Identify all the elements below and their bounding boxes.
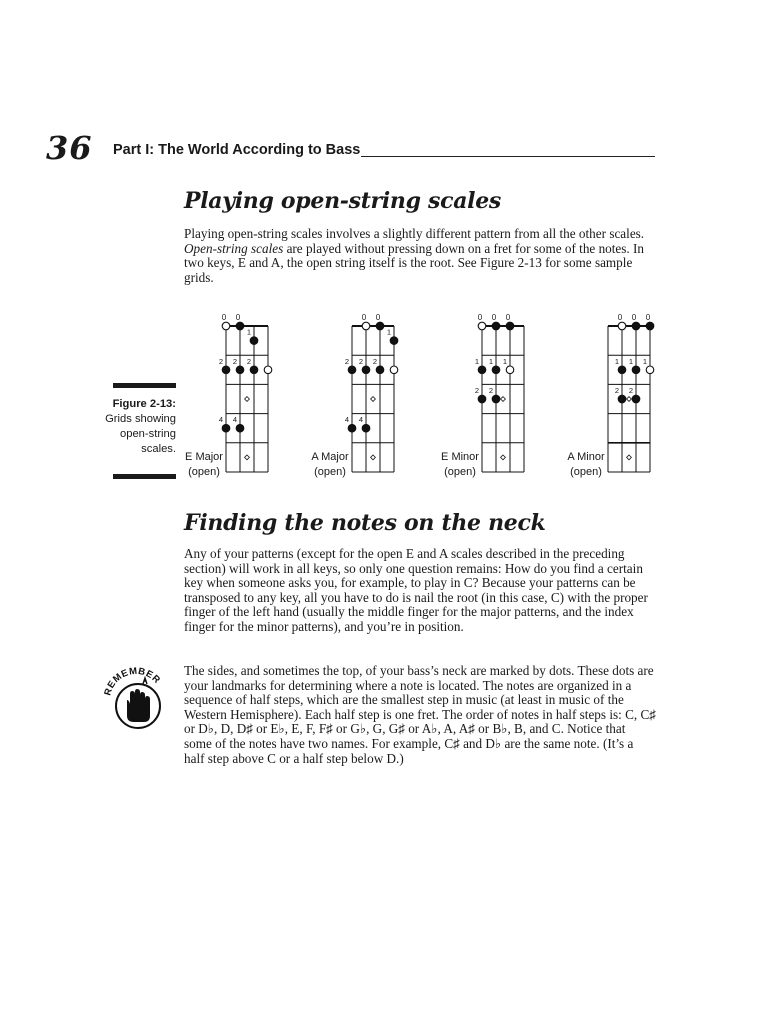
open-string-number: 0: [361, 313, 367, 322]
section-title-finding-notes: Finding the notes on the neck: [184, 510, 546, 536]
finger-number: 1: [246, 327, 252, 337]
neck-paragraph-2-text: The sides, and sometimes the top, of your bass’s neck are marked by dots. These dots are your landmarks for determining where a note is located. The notes are organized in a sequence of half steps, which are the smallest step in music (at least in music of the Western Hemisphere). Each half step is one fret. The order of notes in half steps is: C, C♯ or D♭, D, D♯ or E♭, E, F, F♯ or G♭, G, G♯ or A♭, A, A♯ or B♭, B, and C. Notice that some of the notes have two names. For example, C♯ and D♭ are the same note. (It’s a half step above C or a half step below D.): [184, 663, 656, 766]
grid-sub-label: (open): [444, 466, 476, 478]
caption-bottom-bar: [113, 474, 176, 479]
finger-number: 2: [344, 356, 350, 366]
note-dot: [632, 366, 640, 374]
finger-number: 2: [474, 386, 480, 395]
finger-number: 2: [358, 356, 364, 366]
note-dot: [632, 322, 640, 330]
fret-marker-diamond: [627, 397, 632, 402]
grid-name-label: E Minor: [441, 451, 479, 463]
note-dot: [236, 366, 244, 374]
remember-icon-label: REMEMBER: [102, 665, 163, 697]
note-dot: [222, 366, 230, 374]
figure-label: Figure 2-13:: [112, 398, 176, 410]
finger-number: 1: [386, 327, 392, 337]
fret-marker-diamond: [245, 455, 250, 460]
finger-number: 2: [488, 386, 494, 395]
intro-text-1: Playing open-string scales involves a slightly different pattern from all the other scales.: [184, 226, 645, 241]
figure-caption-text: Grids showing open-string scales.: [105, 413, 176, 455]
root-note-dot: [264, 366, 272, 374]
intro-text-emphasis: Open-string scales: [184, 240, 284, 256]
neck-paragraph-2: [184, 664, 656, 766]
note-dot: [492, 366, 500, 374]
caption-top-bar: [113, 383, 176, 388]
finger-number: 1: [642, 356, 648, 366]
grid-name-label: A Major: [311, 451, 349, 463]
finger-number: 2: [628, 386, 634, 395]
finger-number: 2: [372, 356, 378, 366]
note-dot: [376, 322, 384, 330]
grid-name-label: E Major: [185, 451, 223, 463]
root-note-dot: [390, 366, 398, 374]
page-number: 36: [46, 129, 93, 167]
note-dot: [236, 322, 244, 330]
open-string-number: 0: [477, 313, 483, 322]
finger-number: 2: [246, 356, 252, 366]
finger-number: 1: [488, 356, 494, 366]
note-dot: [478, 395, 486, 403]
finger-number: 1: [474, 356, 480, 366]
open-string-number: 0: [235, 313, 241, 322]
root-note-dot: [646, 366, 654, 374]
fret-marker-diamond: [371, 397, 376, 402]
note-dot: [222, 424, 230, 432]
grid-name-label: A Minor: [567, 451, 605, 463]
finger-number: 2: [232, 356, 238, 366]
scale-grid-a-minor: [567, 313, 653, 478]
intro-text-2: are played without pressing down on a fret for some of the notes. In two keys, E and A, the open string itself is the root. See Figure 2-13 for some sample grids.: [184, 240, 644, 285]
note-dot: [478, 366, 486, 374]
root-note-dot: [362, 322, 370, 330]
open-string-number: 0: [221, 313, 227, 322]
note-dot: [236, 424, 244, 432]
note-dot: [492, 395, 500, 403]
scale-grid-a-major: [311, 313, 397, 478]
open-string-number: 0: [617, 313, 623, 322]
open-string-number: 0: [375, 313, 381, 322]
root-note-dot: [222, 322, 230, 330]
scale-grid-e-minor: [441, 313, 524, 478]
running-head: Part I: The World According to Bass: [113, 142, 361, 158]
root-note-dot: [618, 322, 626, 330]
note-dot: [362, 424, 370, 432]
scale-grids-figure: [180, 308, 660, 480]
grid-sub-label: (open): [314, 466, 346, 478]
finger-number: 2: [614, 386, 620, 395]
fret-marker-diamond: [501, 455, 506, 460]
finger-number: 1: [502, 356, 508, 366]
open-string-number: 0: [645, 313, 651, 322]
fret-marker-diamond: [245, 397, 250, 402]
finger-number: 1: [628, 356, 634, 366]
note-dot: [362, 366, 370, 374]
grid-sub-label: (open): [188, 466, 220, 478]
finger-number: 4: [344, 415, 350, 425]
note-dot: [632, 395, 640, 403]
grid-sub-label: (open): [570, 466, 602, 478]
finger-number: 2: [218, 356, 224, 366]
open-string-number: 0: [491, 313, 497, 322]
remember-icon: [100, 664, 168, 732]
neck-paragraph-1-text: Any of your patterns (except for the open E and A scales described in the preceding section) will work in all keys, so only one question remains: How do you find a certain key when someone asks you, for example, to play in C? Because your patterns can be transposed to any key, all you have to do is nail the root (in this case, C) with the proper finger of the left hand (usually the middle finger for the major patterns, and the index finger for the minor patterns), and you’re in position.: [184, 546, 648, 634]
note-dot: [390, 337, 398, 345]
fret-marker-diamond: [501, 397, 506, 402]
figure-caption: [100, 397, 176, 457]
root-note-dot: [506, 366, 514, 374]
note-dot: [646, 322, 654, 330]
note-dot: [492, 322, 500, 330]
note-dot: [618, 395, 626, 403]
finger-number: 1: [614, 356, 620, 366]
open-string-number: 0: [631, 313, 637, 322]
finger-number: 4: [232, 415, 238, 425]
open-string-number: 0: [505, 313, 511, 322]
fret-marker-diamond: [627, 455, 632, 460]
neck-paragraph-1: [184, 547, 656, 635]
note-dot: [348, 424, 356, 432]
intro-paragraph: [184, 227, 656, 285]
scale-grid-e-major: [185, 313, 272, 478]
root-note-dot: [478, 322, 486, 330]
note-dot: [250, 337, 258, 345]
note-dot: [348, 366, 356, 374]
fret-marker-diamond: [371, 455, 376, 460]
note-dot: [250, 366, 258, 374]
finger-number: 4: [218, 415, 224, 425]
note-dot: [376, 366, 384, 374]
section-title-open-string-scales: Playing open-string scales: [184, 188, 502, 214]
note-dot: [618, 366, 626, 374]
note-dot: [506, 322, 514, 330]
header-rule: [361, 156, 655, 157]
finger-number: 4: [358, 415, 364, 425]
